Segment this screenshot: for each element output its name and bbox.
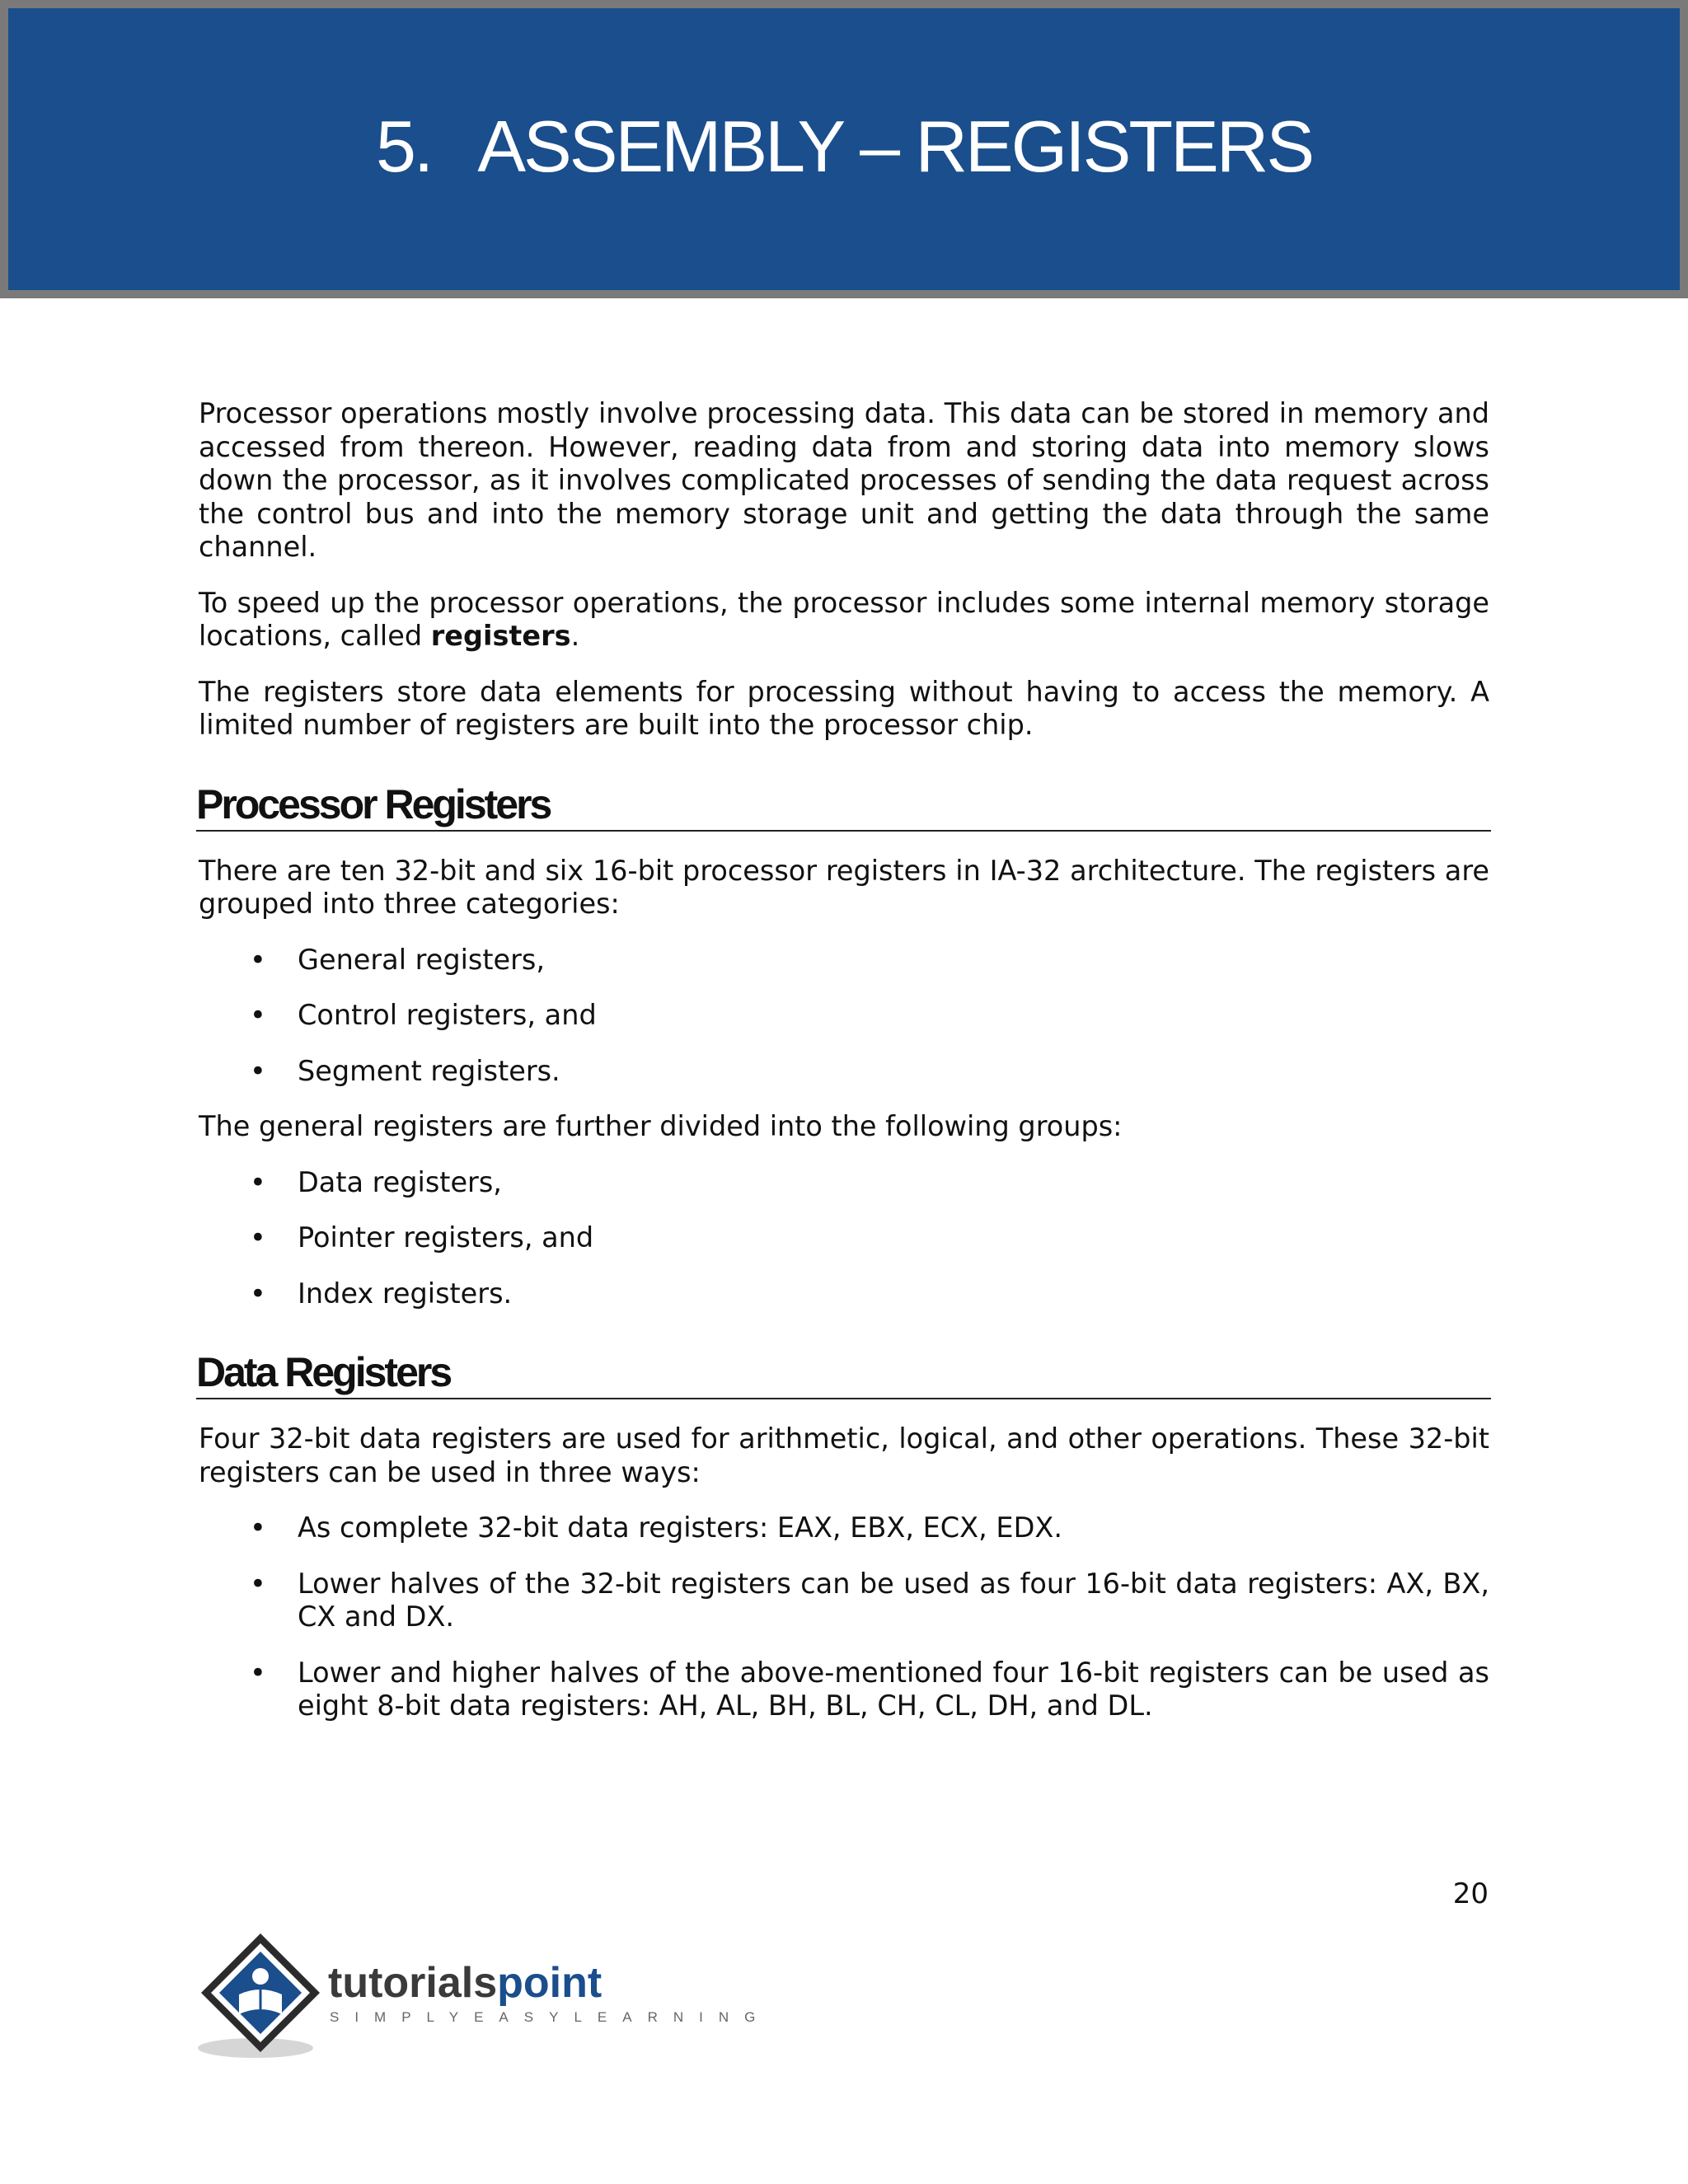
processor-registers-paragraph: There are ten 32-bit and six 16-bit processor registers in IA-32 architecture. The registers are grouped into three categories:: [199, 854, 1489, 920]
chapter-number: 5.: [375, 105, 432, 187]
page-body: [196, 397, 1489, 1746]
bullet-icon: •: [250, 1511, 266, 1544]
general-register-groups-list: [199, 1166, 1489, 1311]
data-registers-paragraph: Four 32-bit data registers are used for arithmetic, logical, and other operations. These 32-bit registers can be used in three ways:: [199, 1422, 1489, 1488]
general-registers-paragraph: The general registers are further divided into the following groups:: [199, 1110, 1123, 1142]
register-categories-list: [199, 944, 1489, 1089]
chapter-banner: [0, 0, 1688, 298]
chapter-title: [8, 105, 1680, 188]
chapter-title-text: ASSEMBLY – REGISTERS: [477, 105, 1313, 187]
registers-term: registers: [430, 620, 571, 652]
list-item: • Control registers, and: [250, 999, 597, 1031]
bullet-icon: •: [250, 1656, 266, 1689]
list-item: • Segment registers.: [250, 1054, 560, 1087]
data-register-ways-list: [199, 1511, 1489, 1723]
bullet-icon: •: [250, 999, 266, 1031]
bullet-icon: •: [250, 1277, 266, 1310]
list-item: • Pointer registers, and: [250, 1221, 594, 1254]
bullet-icon: •: [250, 1221, 266, 1254]
logo-tagline: SIMPLYEASYLEARNING: [330, 2009, 771, 2025]
list-item: • General registers,: [250, 943, 545, 976]
list-item: • Lower and higher halves of the above-mentioned four 16-bit registers can be used as eight 8-bit data registers: AH, AL, BH, BL, CH, CL, DH, and DL.: [250, 1656, 1489, 1722]
logo-wordmark: tutorialspoint: [328, 1959, 603, 2007]
intro-paragraph-2: To speed up the processor operations, the processor includes some internal memory storage locations, called registers.: [199, 586, 1489, 652]
bullet-icon: •: [250, 943, 266, 976]
logo-emblem-icon: [196, 1927, 336, 2067]
processor-registers-heading: Processor Registers: [196, 780, 1491, 832]
bullet-icon: •: [250, 1165, 266, 1198]
intro-paragraph-1: Processor operations mostly involve processing data. This data can be stored in memory and accessed from thereon. However, reading data from and storing data into memory slows down the processor, as it involves complicated processes of sending the data request across the control bus and into the memory storage unit and getting the data through the same channel.: [199, 397, 1489, 563]
list-item: • Data registers,: [250, 1165, 502, 1198]
list-item: • Index registers.: [250, 1277, 513, 1310]
tutorialspoint-logo: [196, 1927, 771, 2067]
list-item: • As complete 32-bit data registers: EAX, EBX, ECX, EDX.: [250, 1511, 1062, 1544]
bullet-icon: •: [250, 1567, 266, 1600]
page-number: 20: [1452, 1877, 1489, 1910]
list-item: • Lower halves of the 32-bit registers can be used as four 16-bit data registers: AX, BX, CX and DX.: [250, 1567, 1489, 1633]
bullet-icon: •: [250, 1054, 266, 1087]
data-registers-heading: Data Registers: [196, 1348, 1491, 1399]
intro-paragraph-3: The registers store data elements for processing without having to access the memory. A limited number of registers are built into the processor chip.: [199, 675, 1489, 741]
